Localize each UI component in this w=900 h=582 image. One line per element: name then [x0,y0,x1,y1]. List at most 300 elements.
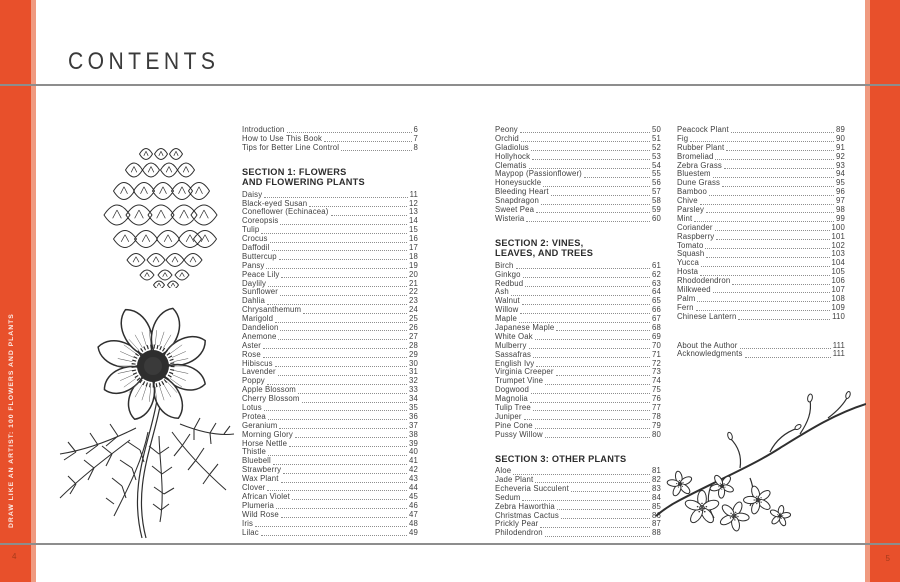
toc-entry-page: 24 [409,305,418,315]
dot-leader [724,168,834,169]
toc-entry-label: Maple [495,314,517,324]
toc-entry-label: Bamboo [677,187,707,197]
toc-entry-page: 54 [652,160,661,170]
toc-entry-page: 103 [831,249,845,259]
dot-leader [331,215,408,216]
toc-entry-label: Bluebell [242,456,271,466]
toc-entry-page: 25 [409,314,418,324]
dot-leader [278,375,407,376]
dot-leader [268,419,407,420]
dot-leader [700,204,834,205]
dot-leader [268,455,407,456]
toc-entry-label: Pine Cone [495,420,533,430]
left-cover-band-highlight [31,0,36,582]
toc-entry-label: Milkweed [677,285,711,295]
footer-rule [0,543,900,545]
dot-leader [556,330,650,331]
dot-leader [540,527,650,528]
toc-entry-label: Palm [677,293,696,303]
dot-leader [738,319,830,320]
dot-leader [266,268,407,269]
right-cover-band [870,0,900,582]
dot-leader [263,348,407,349]
toc-entry-page: 68 [652,323,661,333]
toc-entry-label: Daffodil [242,243,270,252]
toc-entry-label: Magnolia [495,394,528,404]
toc-entry [677,126,845,135]
toc-column-1 [242,126,418,537]
toc-entry-label: English Ivy [495,358,535,368]
toc-entry-page: 86 [652,510,661,520]
dot-leader [516,268,651,269]
toc-entry-page: 66 [652,305,661,315]
dot-leader [532,159,650,160]
dot-leader [281,517,407,518]
dot-leader [709,195,834,196]
toc-entry-page: 20 [409,269,418,279]
toc-entry-label: Willow [495,305,519,315]
dot-leader [694,221,834,222]
toc-entry-page: 35 [409,403,418,413]
toc-entry [242,342,418,351]
toc-entry-label: Morning Glory [242,429,293,439]
toc-entry [242,144,418,153]
toc-entry [242,333,418,342]
toc-entry-page: 78 [652,411,661,421]
toc-entry-label: Coriander [677,222,713,232]
toc-entry-label: Dahlia [242,296,266,306]
dot-leader [529,348,650,349]
toc-entry-label: Cherry Blossom [242,394,300,404]
toc-entry-label: Horse Nettle [242,438,288,448]
dot-leader [536,212,650,213]
toc-entry-label: Hibiscus [242,358,273,368]
dot-leader [556,375,650,376]
dot-leader [289,446,407,447]
toc-entry-page: 11 [409,189,418,199]
toc-entry-page: 70 [652,340,661,350]
toc-entry-page: 96 [836,187,845,197]
toc-entry-label: Dune Grass [677,178,721,188]
toc-entry [242,440,418,449]
section-header: SECTION 3: OTHER PLANTS [495,453,627,464]
section-header: SECTION 1: FLOWERS AND FLOWERING PLANTS [242,166,365,188]
folio-left: 4 [12,552,17,561]
toc-entry [677,286,845,295]
toc-entry-page: 85 [652,501,661,511]
dot-leader [279,259,407,260]
toc-entry-page: 69 [652,331,661,341]
toc-entry-page: 89 [836,124,845,134]
dot-leader [292,499,407,500]
dot-leader [281,482,407,483]
toc-entry-label: Maypop (Passionflower) [495,169,582,179]
toc-entry-label: How to Use This Book [242,133,322,143]
toc-entry-page: 15 [409,225,418,235]
toc-entry-page: 82 [652,474,661,484]
toc-entry-label: Plumeria [242,500,274,510]
toc-entry-page: 13 [409,207,418,217]
dot-leader [263,357,407,358]
dot-leader [523,277,650,278]
toc-entry-page: 7 [413,133,418,143]
toc-spacer [677,322,845,342]
toc-entry-label: Chrysanthemum [242,305,302,315]
toc-entry-label: Echeveria Succulent [495,483,569,493]
toc-entry-page: 83 [652,483,661,493]
toc-entry-page: 110 [832,311,845,321]
toc-entry-label: Anemone [242,331,277,341]
toc-entry-label: Iris [242,518,253,528]
dot-leader [716,239,829,240]
dot-leader [303,313,407,314]
toc-entry-page: 65 [652,296,661,306]
toc-entry-label: Japanese Maple [495,323,555,333]
toc-entry-page: 91 [836,142,845,152]
toc-entry-label: Chive [677,196,698,206]
toc-entry-page: 100 [831,222,845,232]
toc-entry-page: 67 [652,314,661,324]
toc-entry-page: 34 [409,394,418,404]
toc-entry-page: 77 [652,403,661,413]
toc-entry-page: 76 [652,394,661,404]
toc-column-2 [495,126,661,538]
toc-entry-page: 47 [409,509,418,519]
toc-entry [677,188,845,197]
dot-leader [273,464,407,465]
toc-entry [677,250,845,259]
toc-entry-page: 92 [836,151,845,161]
toc-entry [677,259,845,268]
toc-entry-label: Snapdragon [495,196,539,206]
toc-entry-label: Ash [495,287,509,297]
toc-entry-label: Wax Plant [242,474,279,484]
toc-entry-label: Virginia Creeper [495,367,554,377]
toc-entry-label: Sassafras [495,349,532,359]
dot-leader [697,301,829,302]
toc-entry-page: 111 [832,340,845,350]
toc-entry [495,431,661,440]
toc-entry-page: 53 [652,151,661,161]
toc-entry-label: Pussy Willow [495,429,543,439]
toc-entry-page: 73 [652,367,661,377]
toc-entry-label: Squash [677,249,705,259]
dot-leader [545,536,650,537]
toc-entry [495,306,661,315]
toc-entry-page: 16 [409,234,418,244]
toc-entry-label: Wisteria [495,213,525,223]
dot-leader [264,410,407,411]
toc-entry-label: Yucca [677,258,699,268]
toc-entry-label: Redbud [495,278,524,288]
toc-entry-label: Christmas Cactus [495,510,559,520]
toc-entry-page: 8 [413,142,418,152]
dot-leader [535,428,650,429]
toc-entry [495,280,661,289]
dot-leader [270,242,407,243]
toc-entry-page: 81 [652,466,661,476]
dot-leader [543,186,650,187]
toc-entry-label: Sweet Pea [495,205,535,214]
dot-leader [706,212,834,213]
dot-leader [531,393,650,394]
toc-entry-label: Sedum [495,492,521,502]
toc-entry-label: Clover [242,483,266,493]
dot-leader [268,286,407,287]
toc-entry [242,511,418,520]
dot-leader [551,195,650,196]
toc-entry-page: 74 [652,376,661,386]
folio-right: 5 [885,554,890,563]
dot-leader [531,150,650,151]
toc-entry-page: 37 [409,420,418,430]
toc-entry-page: 38 [409,429,418,439]
toc-entry-label: Introduction [242,124,285,134]
dot-leader [584,177,650,178]
toc-entry-label: Thistle [242,447,267,457]
dot-leader [278,339,407,340]
toc-entry-page: 50 [652,124,661,134]
toc-entry-page: 46 [409,500,418,510]
toc-entry-page: 39 [409,438,418,448]
toc-entry [242,395,418,404]
toc-entry-label: Orchid [495,133,519,143]
toc-entry [495,126,661,135]
toc-entry-label: Lavender [242,367,276,377]
dot-leader [283,473,407,474]
dot-leader [731,132,834,133]
dot-leader [732,284,829,285]
toc-entry-label: Juniper [495,411,522,421]
dot-leader [705,248,829,249]
dot-leader [726,150,834,151]
toc-entry-page: 62 [652,269,661,279]
toc-entry-page: 93 [836,160,845,170]
toc-column-3 [677,126,845,359]
dot-leader [341,150,411,151]
left-cover-band [0,0,31,582]
toc-entry-page: 31 [409,367,418,377]
toc-entry-label: Birch [495,260,514,270]
toc-entry [495,529,661,538]
toc-entry-label: Prickly Pear [495,519,539,529]
toc-entry-page: 28 [409,340,418,350]
dot-leader [530,402,650,403]
dot-leader [715,159,834,160]
toc-entry-label: Coreopsis [242,216,279,226]
toc-entry-label: Poppy [242,376,265,386]
toc-entry-label: Apple Blossom [242,385,296,395]
dot-leader [295,437,407,438]
dot-leader [533,357,650,358]
toc-entry-label: Aloe [495,466,512,476]
toc-entry-label: Lotus [242,403,262,413]
dot-leader [526,221,650,222]
toc-entry-label: Pansy [242,260,265,270]
toc-entry [677,206,845,215]
toc-entry [495,297,661,306]
dot-leader [533,410,650,411]
toc-entry-label: Zebra Grass [677,160,722,170]
spine-title: DRAW LIKE AN ARTIST: 100 FLOWERS AND PLANTS [8,313,15,528]
toc-entry-page: 19 [409,260,418,270]
toc-entry-label: Peace Lily [242,269,280,279]
dot-leader [520,313,650,314]
toc-entry-label: Honeysuckle [495,178,542,188]
dot-leader [541,204,650,205]
toc-entry-label: Buttercup [242,251,277,261]
toc-entry-page: 107 [831,285,845,295]
toc-entry-page: 75 [652,385,661,395]
toc-entry-label: Wild Rose [242,509,279,519]
toc-entry-page: 56 [652,178,661,188]
toc-entry-page: 29 [409,349,418,359]
toc-entry [242,368,418,377]
petals [94,304,211,424]
toc-entry-page: 22 [409,287,418,297]
dot-leader [264,197,407,198]
toc-entry-page: 84 [652,492,661,502]
dot-leader [545,384,650,385]
dot-leader [513,474,650,475]
dot-leader [713,292,830,293]
toc-entry-page: 57 [652,187,661,197]
toc-entry-label: Ginkgo [495,269,521,279]
toc-entry-label: Strawberry [242,465,282,475]
toc-entry-page: 79 [652,420,661,430]
toc-entry-label: Peony [495,124,518,134]
pine-cone-illustration [85,138,237,288]
toc-entry-label: Rhododendron [677,276,731,286]
dot-leader [745,357,831,358]
toc-entry-page: 41 [409,456,418,466]
toc-entry-label: Parsley [677,205,705,214]
dot-leader [571,491,650,492]
toc-entry-page: 87 [652,519,661,529]
toc-entry-page: 109 [831,302,845,312]
toc-entry-page: 52 [652,142,661,152]
toc-entry-page: 33 [409,385,418,395]
toc-entry-label: Sunflower [242,287,279,297]
toc-entry-page: 23 [409,296,418,306]
dot-leader [535,339,650,340]
toc-entry-page: 43 [409,474,418,484]
blossom-branch-illustration [650,385,866,546]
toc-entry-label: Marigold [242,314,274,324]
toc-entry-page: 97 [836,196,845,206]
dot-leader [281,277,407,278]
toc-entry-page: 80 [652,429,661,439]
toc-entry-label: Mulberry [495,340,527,350]
toc-entry-label: Bluestem [677,169,711,179]
toc-entry-page: 36 [409,411,418,421]
toc-entry-label: Acknowledgments [677,349,743,359]
toc-entry-page: 108 [831,293,845,303]
toc-entry-label: Hosta [677,267,699,277]
toc-entry-label: Lilac [242,527,259,537]
dot-leader [280,295,407,296]
toc-entry-label: Black-eyed Susan [242,198,308,208]
toc-entry-label: Daylily [242,278,267,288]
toc-entry-label: Philodendron [495,528,543,538]
dot-leader [713,177,834,178]
toc-entry-label: Tulip [242,225,260,235]
toc-entry-label: Daisy [242,189,263,199]
dot-leader [298,393,407,394]
dot-leader [272,250,408,251]
toc-entry-label: Fern [677,302,694,312]
dot-leader [261,535,407,536]
toc-entry-page: 27 [409,331,418,341]
dot-leader [701,266,830,267]
dot-leader [280,224,407,225]
toc-entry-label: Geranium [242,420,278,430]
dot-leader [524,419,650,420]
toc-entry-label: Crocus [242,234,268,244]
toc-entry-page: 51 [652,133,661,143]
toc-entry-label: Tulip Tree [495,403,531,413]
toc-entry-label: White Oak [495,331,533,341]
toc-entry-page: 21 [409,278,418,288]
toc-entry-label: Dogwood [495,385,529,395]
toc-entry-page: 71 [652,349,661,359]
header-rule [0,84,900,86]
dot-leader [740,348,831,349]
dot-leader [561,518,650,519]
toc-entry-page: 64 [652,287,661,297]
dot-leader [275,366,407,367]
dot-leader [715,230,830,231]
toc-entry-label: Aster [242,340,261,350]
toc-entry [242,253,418,262]
toc-entry-page: 44 [409,483,418,493]
toc-entry [495,215,661,224]
toc-entry-page: 12 [409,198,418,208]
toc-entry-page: 63 [652,278,661,288]
toc-entry [242,404,418,413]
toc-entry-page: 32 [409,376,418,386]
toc-entry-page: 101 [831,231,845,241]
toc-entry-label: About the Author [677,340,738,350]
toc-entry-label: Trumpet Vine [495,376,544,386]
dot-leader [280,330,407,331]
dot-leader [521,141,650,142]
toc-entry-label: Rubber Plant [677,142,725,152]
dot-leader [522,304,650,305]
toc-entry-label: Bromeliad [677,151,714,161]
toc-entry-label: Tips for Better Line Control [242,142,340,152]
toc-entry-page: 94 [836,169,845,179]
dot-leader [706,257,829,258]
toc-entry-label: Protea [242,411,266,421]
toc-entry-page: 98 [836,205,845,214]
toc-entry-page: 90 [836,133,845,143]
toc-entry-page: 102 [831,240,845,250]
toc-entry-page: 18 [409,251,418,261]
toc-entry-page: 14 [409,216,418,226]
dot-leader [275,322,407,323]
toc-entry-label: Dandelion [242,323,279,333]
toc-entry [242,226,418,235]
toc-entry [242,288,418,297]
toc-entry-label: Fig [677,133,689,143]
dot-leader [255,526,407,527]
toc-entry-page: 88 [652,528,661,538]
toc-entry-label: Walnut [495,296,520,306]
toc-entry-page: 106 [831,276,845,286]
page-title: CONTENTS [68,48,220,75]
toc-entry [677,295,845,304]
